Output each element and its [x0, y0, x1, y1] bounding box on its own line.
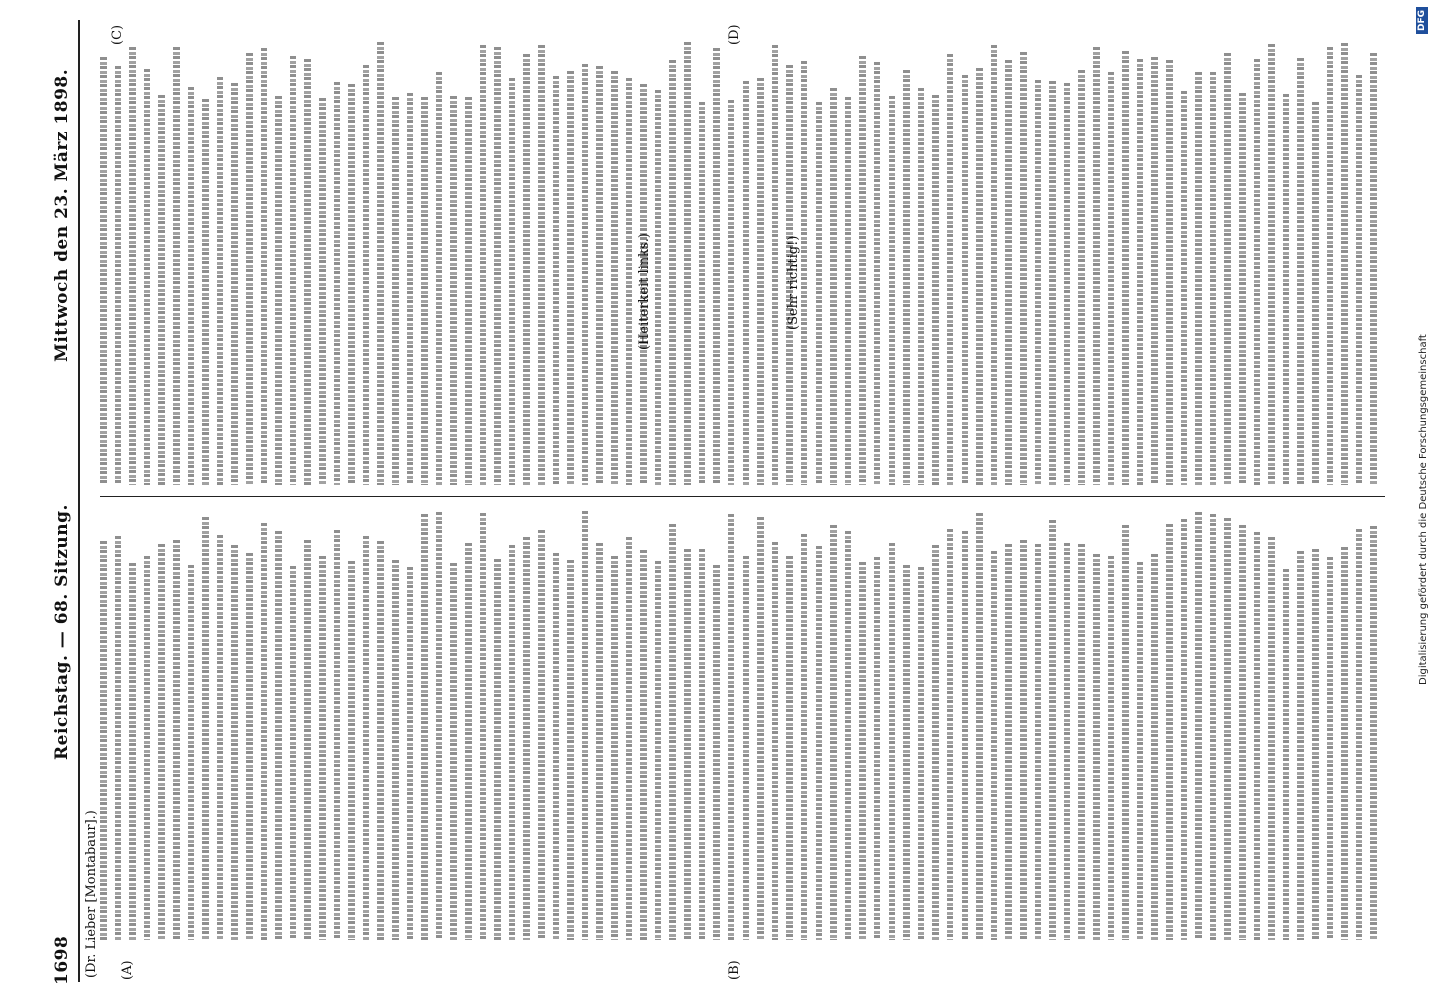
- text-line: [290, 566, 297, 940]
- text-line: [640, 550, 647, 940]
- text-line: [1327, 47, 1334, 485]
- text-line: [626, 78, 633, 485]
- text-line: [903, 565, 910, 940]
- text-line: [1341, 43, 1348, 485]
- text-line: [1297, 551, 1304, 940]
- text-line: [158, 95, 165, 485]
- text-line: [713, 48, 720, 485]
- text-line: [115, 536, 122, 940]
- text-line: [450, 563, 457, 940]
- text-line: [1297, 58, 1304, 485]
- text-line: [1078, 70, 1085, 485]
- text-line: [421, 514, 428, 940]
- text-line: [830, 88, 837, 485]
- text-line: [772, 45, 779, 485]
- text-line: [1122, 525, 1129, 940]
- text-line: [1020, 540, 1027, 940]
- text-line: [1181, 519, 1188, 940]
- dfg-logo: DFG: [1416, 7, 1428, 34]
- text-line: [129, 563, 136, 940]
- text-line: [1151, 554, 1158, 940]
- text-line: [611, 556, 618, 940]
- text-line: [801, 534, 808, 940]
- text-line: [1078, 544, 1085, 940]
- text-line: [932, 545, 939, 940]
- text-line: [1370, 53, 1377, 485]
- text-line: [699, 549, 706, 940]
- text-line: [538, 530, 545, 940]
- text-line: [684, 42, 691, 485]
- text-line: [129, 47, 136, 485]
- text-line: [918, 567, 925, 940]
- text-line: [582, 64, 589, 485]
- text-line: [801, 61, 808, 485]
- interjection-sehr-richtig: (Sehr richtig!): [786, 235, 801, 330]
- text-line: [669, 60, 676, 485]
- text-line: [684, 549, 691, 940]
- text-line: [1195, 72, 1202, 485]
- interjection-heiterkeit: (Heiterkeit links.): [637, 233, 652, 350]
- text-line: [1035, 544, 1042, 940]
- text-line: [611, 71, 618, 485]
- text-line: [1049, 520, 1056, 940]
- text-line: [991, 551, 998, 940]
- text-line: [757, 78, 764, 485]
- text-line: [859, 562, 866, 940]
- text-line: [976, 513, 983, 940]
- text-line: [231, 545, 238, 940]
- text-line: [1239, 93, 1246, 485]
- column-divider: [100, 496, 1385, 497]
- text-line: [845, 97, 852, 485]
- text-line: [319, 556, 326, 940]
- text-line: [918, 88, 925, 485]
- text-line: [728, 100, 735, 485]
- text-line: [1137, 59, 1144, 485]
- text-line: [1370, 526, 1377, 940]
- text-line: [1108, 72, 1115, 485]
- text-line: [655, 561, 662, 940]
- text-line: [962, 75, 969, 485]
- text-line: [275, 96, 282, 485]
- left-running-header: Reichstag. — 68. Sitzung.: [52, 504, 72, 760]
- text-line: [816, 546, 823, 940]
- text-line: [699, 102, 706, 485]
- text-line: [1356, 529, 1363, 940]
- text-line: [523, 537, 530, 940]
- text-line: [1312, 102, 1319, 485]
- text-line: [436, 512, 443, 940]
- text-line: [582, 511, 589, 940]
- text-line: [1341, 547, 1348, 940]
- page-number: 1698: [52, 935, 72, 985]
- text-line: [392, 97, 399, 485]
- text-line: [377, 541, 384, 940]
- text-line: [363, 65, 370, 485]
- header-rule: [78, 20, 80, 982]
- text-line: [115, 66, 122, 485]
- text-line: [231, 83, 238, 485]
- text-line: [348, 561, 355, 940]
- text-line: [947, 529, 954, 940]
- text-block-upper: [100, 40, 1385, 485]
- text-line: [246, 53, 253, 485]
- text-line: [100, 57, 107, 485]
- text-line: [173, 540, 180, 940]
- text-line: [1210, 72, 1217, 485]
- text-line: [1268, 44, 1275, 485]
- text-line: [363, 536, 370, 940]
- text-line: [947, 54, 954, 485]
- text-line: [407, 567, 414, 940]
- marker-a: (A): [120, 960, 135, 980]
- text-line: [757, 517, 764, 940]
- marker-d: (D): [727, 24, 742, 45]
- text-line: [377, 42, 384, 485]
- text-line: [1356, 75, 1363, 485]
- text-line: [743, 556, 750, 940]
- text-line: [1224, 518, 1231, 940]
- text-line: [319, 98, 326, 485]
- text-line: [1093, 47, 1100, 485]
- digitization-note: Digitalisierung gefördert durch die Deutsche Forschungsgemeinschaft: [1418, 334, 1429, 685]
- text-line: [465, 543, 472, 940]
- text-line: [1137, 562, 1144, 940]
- text-line: [845, 531, 852, 940]
- text-line: [553, 553, 560, 940]
- text-line: [1224, 53, 1231, 485]
- text-line: [1268, 537, 1275, 940]
- text-line: [509, 78, 516, 485]
- text-line: [1064, 83, 1071, 485]
- text-line: [728, 514, 735, 940]
- text-line: [786, 556, 793, 940]
- text-line: [903, 70, 910, 485]
- text-line: [596, 543, 603, 940]
- text-line: [1166, 60, 1173, 485]
- text-line: [261, 523, 268, 940]
- text-line: [202, 517, 209, 940]
- text-line: [932, 95, 939, 485]
- text-line: [304, 540, 311, 940]
- text-line: [874, 557, 881, 940]
- text-line: [1181, 91, 1188, 485]
- text-line: [334, 530, 341, 940]
- text-line: [450, 96, 457, 485]
- text-line: [100, 541, 107, 940]
- text-line: [421, 97, 428, 485]
- text-line: [669, 524, 676, 940]
- text-line: [523, 54, 530, 485]
- text-line: [1283, 569, 1290, 940]
- text-line: [144, 556, 151, 940]
- text-line: [743, 81, 750, 485]
- text-line: [976, 68, 983, 485]
- text-block-lower: [100, 510, 1385, 940]
- text-line: [246, 553, 253, 940]
- text-line: [596, 66, 603, 485]
- text-line: [1005, 60, 1012, 485]
- text-line: [188, 87, 195, 485]
- text-line: [567, 71, 574, 485]
- text-line: [1005, 544, 1012, 940]
- text-line: [1312, 549, 1319, 940]
- text-line: [874, 62, 881, 485]
- text-line: [553, 76, 560, 485]
- text-line: [509, 545, 516, 940]
- speaker-note: (Dr. Lieber [Montabaur].): [84, 810, 99, 978]
- text-line: [859, 56, 866, 485]
- text-line: [334, 82, 341, 485]
- text-line: [261, 48, 268, 485]
- text-line: [1151, 57, 1158, 485]
- text-line: [480, 45, 487, 485]
- text-line: [494, 47, 501, 485]
- text-line: [1283, 94, 1290, 485]
- text-line: [304, 59, 311, 485]
- text-line: [772, 542, 779, 940]
- text-line: [889, 96, 896, 485]
- text-line: [1064, 543, 1071, 940]
- text-line: [144, 69, 151, 485]
- text-line: [480, 513, 487, 940]
- right-running-header: Mittwoch den 23. März 1898.: [52, 68, 72, 362]
- text-line: [217, 535, 224, 940]
- text-line: [830, 525, 837, 940]
- text-line: [1327, 557, 1334, 940]
- text-line: [1210, 514, 1217, 940]
- text-line: [1195, 512, 1202, 940]
- marker-b: (B): [727, 960, 742, 980]
- text-line: [436, 72, 443, 485]
- text-line: [1093, 554, 1100, 940]
- text-line: [1035, 80, 1042, 485]
- text-line: [290, 56, 297, 485]
- text-line: [538, 45, 545, 485]
- text-line: [275, 531, 282, 940]
- text-line: [465, 97, 472, 485]
- marker-c: (C): [110, 24, 125, 45]
- text-line: [567, 560, 574, 940]
- text-line: [991, 45, 998, 485]
- text-line: [348, 84, 355, 485]
- text-line: [217, 77, 224, 485]
- text-line: [626, 537, 633, 940]
- text-line: [655, 90, 662, 485]
- text-line: [1166, 524, 1173, 940]
- text-line: [1239, 525, 1246, 940]
- text-line: [962, 531, 969, 940]
- text-line: [494, 559, 501, 940]
- text-line: [1108, 556, 1115, 940]
- text-line: [1049, 81, 1056, 485]
- text-line: [1254, 59, 1261, 485]
- text-line: [202, 99, 209, 485]
- text-line: [1254, 532, 1261, 940]
- text-line: [188, 565, 195, 940]
- text-line: [392, 560, 399, 940]
- text-line: [889, 543, 896, 940]
- text-line: [173, 47, 180, 485]
- text-line: [713, 565, 720, 940]
- text-line: [407, 93, 414, 485]
- text-line: [1020, 52, 1027, 485]
- text-line: [1122, 51, 1129, 485]
- text-line: [816, 102, 823, 485]
- text-line: [158, 544, 165, 940]
